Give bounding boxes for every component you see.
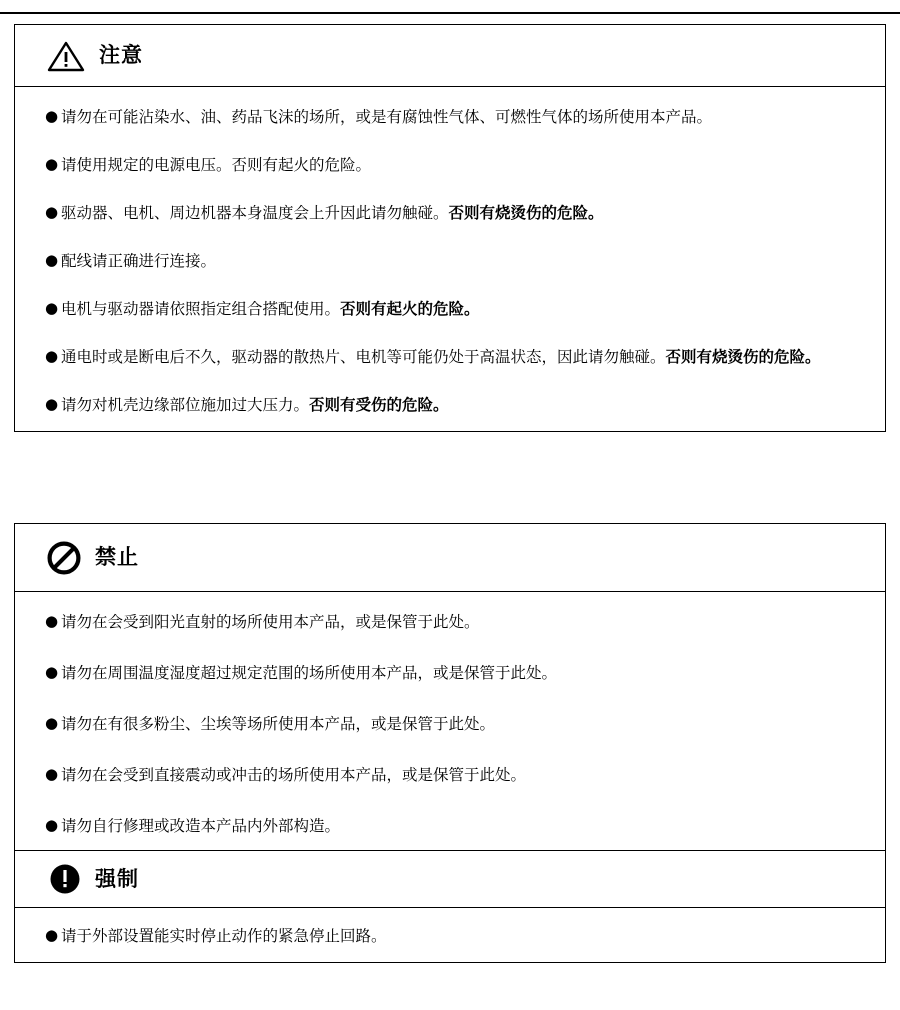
list-item-text: 驱动器、电机、周边机器本身温度会上升因此请勿触碰。否则有烧烫伤的危险。 bbox=[61, 204, 604, 223]
list-item-text: 请勿自行修理或改造本产品内外部构造。 bbox=[61, 817, 341, 836]
list-item bbox=[15, 763, 885, 787]
mandatory-title: 强制 bbox=[95, 866, 139, 891]
bullet-icon: ● bbox=[45, 765, 59, 784]
bullet-icon: ● bbox=[45, 347, 59, 366]
caution-panel bbox=[14, 24, 886, 432]
list-item bbox=[15, 712, 885, 736]
list-item-text: 请勿在会受到阳光直射的场所使用本产品，或是保管于此处。 bbox=[61, 613, 480, 631]
warning-triangle-icon bbox=[47, 40, 85, 72]
bullet-icon: ● bbox=[45, 203, 59, 222]
bullet-icon: ● bbox=[45, 612, 59, 630]
prohibition-title: 禁止 bbox=[95, 545, 139, 569]
bullet-icon: ● bbox=[45, 299, 59, 318]
list-item bbox=[15, 610, 885, 634]
prohibition-list bbox=[15, 592, 885, 850]
list-item-text: 请勿在会受到直接震动或冲击的场所使用本产品，或是保管于此处。 bbox=[61, 766, 527, 785]
list-item-text: 通电时或是断电后不久，驱动器的散热片、电机等可能仍处于高温状态，因此请勿触碰。否则有烧烫伤的危险。 bbox=[61, 348, 821, 367]
list-item-text: 电机与驱动器请依照指定组合搭配使用。否则有起火的危险。 bbox=[61, 300, 480, 319]
list-item-text: 请勿对机壳边缘部位施加过大压力。否则有受伤的危险。 bbox=[61, 396, 449, 415]
bullet-icon: ● bbox=[45, 395, 59, 414]
list-item bbox=[15, 249, 885, 273]
list-item bbox=[15, 201, 885, 225]
list-item-text: 请使用规定的电源电压。否则有起火的危险。 bbox=[61, 156, 372, 175]
page-top-rule bbox=[0, 12, 900, 14]
bullet-icon: ● bbox=[45, 251, 59, 270]
list-item-text: 请勿在可能沾染水、油、药品飞沫的场所，或是有腐蚀性气体、可燃性气体的场所使用本产品。 bbox=[61, 108, 713, 126]
list-item bbox=[15, 153, 885, 177]
bullet-icon: ● bbox=[45, 816, 59, 835]
exclamation-circle-icon bbox=[49, 863, 81, 895]
bullet-icon: ● bbox=[45, 107, 59, 125]
bullet-icon: ● bbox=[45, 714, 59, 733]
list-item bbox=[15, 105, 885, 129]
prohibition-panel bbox=[14, 523, 886, 963]
caution-title: 注意 bbox=[99, 43, 143, 67]
mandatory-panel-header bbox=[15, 850, 885, 908]
list-item-text: 请勿在周围温度湿度超过规定范围的场所使用本产品，或是保管于此处。 bbox=[61, 664, 558, 683]
caution-list bbox=[15, 87, 885, 431]
list-item bbox=[15, 345, 885, 369]
list-item bbox=[15, 661, 885, 685]
list-item bbox=[15, 814, 885, 838]
list-item bbox=[15, 393, 885, 417]
prohibition-panel-header bbox=[15, 524, 885, 592]
list-item-text: 请勿在有很多粉尘、尘埃等场所使用本产品，或是保管于此处。 bbox=[61, 715, 496, 734]
bullet-icon: ● bbox=[45, 663, 59, 682]
bullet-icon: ● bbox=[45, 926, 59, 945]
bullet-icon: ● bbox=[45, 155, 59, 174]
prohibition-circle-icon bbox=[47, 541, 81, 575]
caution-panel-header bbox=[15, 25, 885, 87]
list-item-text: 配线请正确进行连接。 bbox=[61, 252, 217, 271]
mandatory-list bbox=[15, 908, 885, 962]
list-item bbox=[15, 297, 885, 321]
list-item bbox=[15, 924, 885, 948]
list-item-text: 请于外部设置能实时停止动作的紧急停止回路。 bbox=[61, 927, 387, 946]
